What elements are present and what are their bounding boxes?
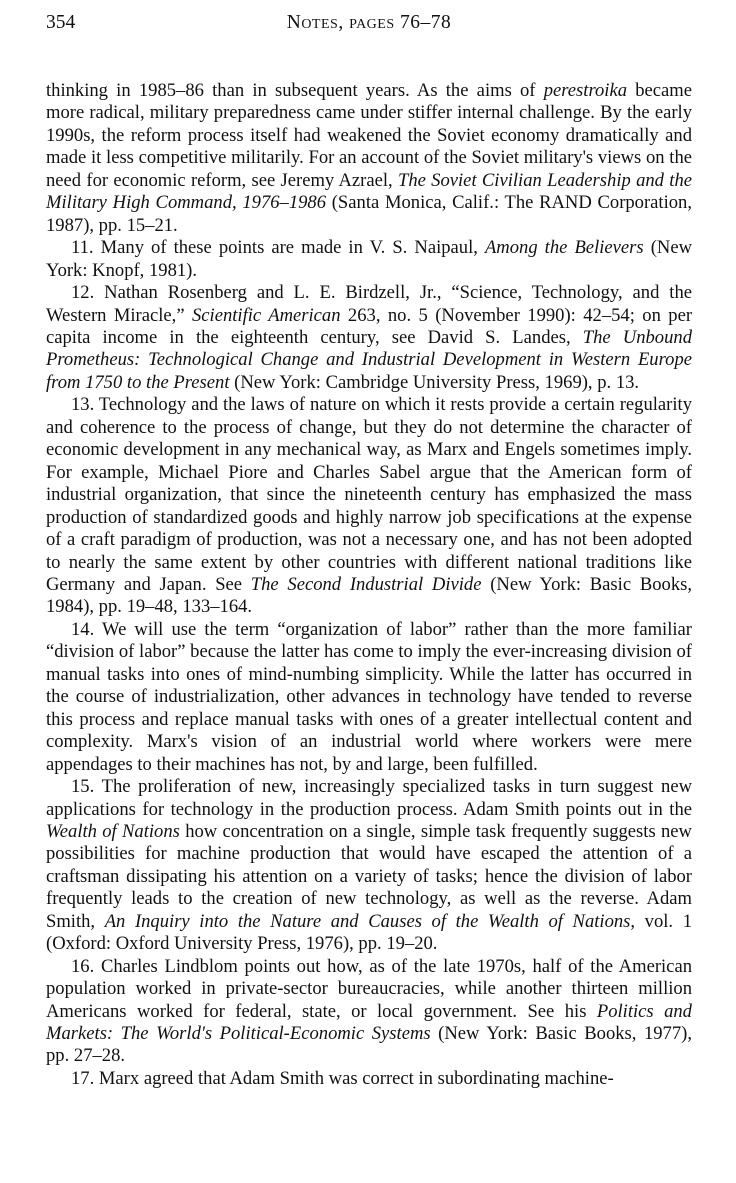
note-text: 13. Technology and the laws of nature on which it rests provide a certain regularity and coherence to the process of change, but they do not determine the character of economic development in any mechanical way, as Marx and Engels sometimes imply. For example, Michael Piore and Charles Sabel argue that the American form of industrial organization, that since the nineteenth century has emphasized the mass production of standardized goods and highly narrow job specifications at the expense of a craft paradigm of production, was not a necessary one, and has not been adopted to nearly the same extent by other countries with different national traditions like Germany and Japan. See — [46, 394, 692, 595]
running-head: Notes, pages 76–78 — [286, 12, 452, 33]
note-text: 17. Marx agreed that Adam Smith was correct in subordinating machine- — [71, 1067, 614, 1089]
note-continuation — [46, 80, 692, 237]
italic-title: The Second Industrial Divide — [250, 573, 482, 595]
page-header — [46, 12, 692, 42]
note-text: 11. Many of these points are made in V. S. Naipaul, — [71, 237, 485, 259]
italic-title: Among the Believers — [484, 237, 644, 259]
note-text: (Santa Monica, Calif.: The RAND Corporation, 1987), pp. 15–21. — [46, 192, 692, 236]
note-text: (New York: Knopf, 1981). — [46, 237, 692, 281]
note-text: became more radical, military preparedness came under stiffer internal challenge. By the early 1990s, the reform process itself had weakened the Soviet economy dramatically and made it less competitive militarily. For an account of the Soviet military's views on the need for economic reform, see Jeremy Azrael, — [46, 80, 692, 191]
note-13 — [46, 394, 692, 619]
note-14 — [46, 619, 692, 776]
note-12 — [46, 282, 692, 394]
italic-title: Wealth of Nations — [46, 820, 180, 842]
italic-title: An Inquiry into the Nature and Causes of the Wealth of Nations — [104, 910, 631, 932]
note-17 — [46, 1068, 692, 1090]
italic-title: Politics and Markets: The World's Political-Economic Systems — [46, 1000, 692, 1045]
note-text: (New York: Cambridge University Press, 1969), p. 13. — [229, 371, 640, 393]
note-text: how concentration on a single, simple task frequently suggests new possibilities for machine production that would have escaped the attention of a craftsman dissipating his attention on a variety of tasks; hence the division of labor frequently leads to the creation of new technology, as well as the reverse. Adam Smith, — [46, 820, 692, 932]
note-text: 263, no. 5 (November 1990): 42–54; on per capita income in the eighteenth century, see David S. Landes, — [46, 304, 693, 348]
note-text: , vol. 1 (Oxford: Oxford University Press, 1976), pp. 19–20. — [46, 910, 692, 955]
note-text: (New York: Basic Books, 1984), pp. 19–48, 133–164. — [46, 573, 692, 618]
italic-title: The Soviet Civilian Leadership and the Military High Command, 1976–1986 — [46, 169, 692, 214]
note-text: 15. The proliferation of new, increasingly specialized tasks in turn suggest new applications for technology in the production process. Adam Smith points out in the — [46, 776, 692, 820]
italic-title: The Unbound Prometheus: Technological Change and Industrial Development in Western Europe from 1750 to the Present — [46, 326, 692, 393]
italic-title: perestroika — [543, 80, 628, 101]
note-16 — [46, 956, 692, 1068]
page-number: 354 — [46, 12, 76, 33]
italic-title: Scientific American — [191, 304, 341, 326]
note-text: 14. We will use the term “organization of labor” rather than the more familiar “division of labor” because the latter has come to imply the ever-increasing division of manual tasks into ones of mind-numbing simplicity. While the latter has occurred in the course of industrialization, other advances in technology have tended to reverse this process and replace manual tasks with ones of a greater intellectual content and complexity. Marx's vision of an industrial world where workers were mere appendages to their machines has not, by and large, been fulfilled. — [46, 618, 692, 775]
note-15 — [46, 776, 692, 956]
notes-body — [46, 80, 692, 1090]
note-text: (New York: Basic Books, 1977), pp. 27–28. — [46, 1023, 692, 1067]
note-text: thinking in 1985–86 than in subsequent years. As the aims of — [46, 80, 544, 101]
note-text: 16. Charles Lindblom points out how, as of the late 1970s, half of the American population worked in private-sector bureaucracies, while another thirteen million Americans worked for federal, state, or local government. See his — [46, 955, 692, 1022]
note-text: 12. Nathan Rosenberg and L. E. Birdzell, Jr., “Science, Technology, and the Western Miracle,” — [46, 282, 692, 326]
note-11 — [46, 237, 692, 282]
